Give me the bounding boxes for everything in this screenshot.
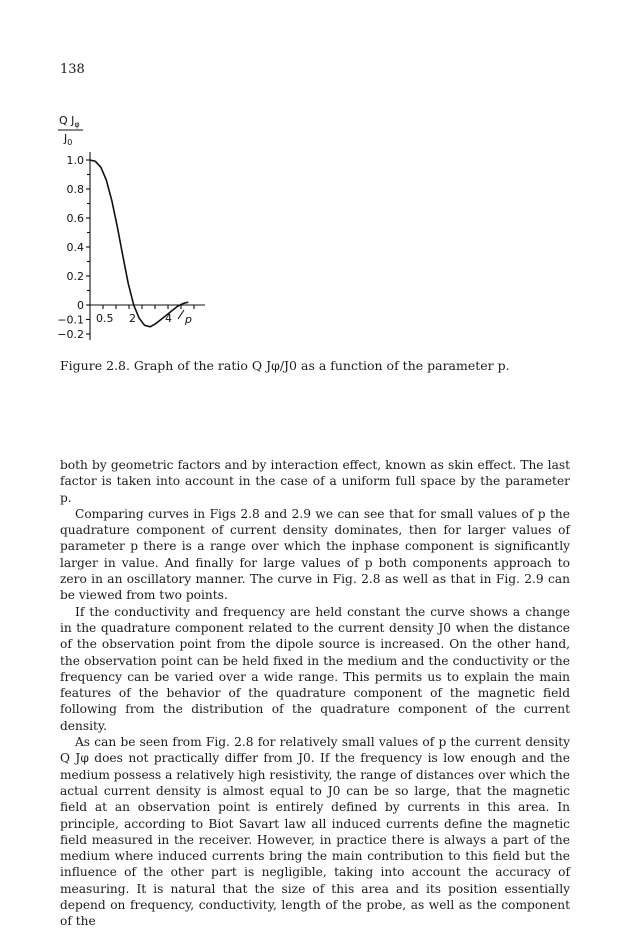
page-number: 138 [60, 62, 85, 77]
y-tick-label: 1.0 [66, 154, 84, 167]
y-tick-label: −0.1 [57, 313, 84, 327]
body-text [60, 457, 570, 930]
figure-2-8 [40, 110, 270, 365]
chart-svg [40, 110, 270, 365]
y-tick-label: 0.2 [66, 270, 84, 283]
x-tick-label: 4 [165, 312, 172, 325]
data-curve [90, 160, 188, 327]
y-tick-label: 0.8 [66, 183, 84, 196]
y-tick-label: 0.6 [66, 212, 84, 225]
figure-caption [60, 358, 570, 374]
paragraph-3: If the conductivity and frequency are held constant the curve shows a change in the quadrature component related to the current density J0 when the distance of the observation point from the dipole source is increased. On the other hand, the observation point can be held fixed in the medium and the conductivity or the frequency can be varied over a wide range. This permits us to explain the main features of the behavior of the quadrature component of the magnetic field following from the distribution of the quadrature component of the current density. [60, 604, 570, 733]
paragraph-1: both by geometric factors and by interaction effect, known as skin effect. The last factor is taken into account in the case of a uniform full space by the parameter p. [60, 458, 570, 505]
y-tick-label: 0.4 [66, 241, 84, 254]
ylabel-denominator: $J_0$ [64, 132, 73, 147]
x-axis-label: p [185, 313, 192, 326]
y-tick-label: −0.2 [57, 328, 84, 341]
x-tick-label: 0.5 [96, 312, 114, 325]
paragraph-4: As can be seen from Fig. 2.8 for relatively small values of p the current density Q Jφ does not practically differ from J0. If the frequency is low enough and the medium possess a relatively high resistivity, the range of distances over which the actual current density is almost equal to J0 can be so large, that the magnetic field at an observation point is entirely defined by currents in this area. In principle, according to Biot Savart law all induced currents define the magnetic field measured in the receiver. However, in practice there is always a part of the medium where induced currents bring the main contribution to this field but the influence of the other part is negligible, taking into account the accuracy of measuring. It is natural that the size of this area and its position essentially depend on frequency, conductivity, length of the probe, as well as the component of the [60, 735, 570, 929]
caption-text: Figure 2.8. Graph of the ratio Q Jφ/J0 as a function of the parameter p. [60, 358, 510, 373]
paragraph-2: Comparing curves in Figs 2.8 and 2.9 we can see that for small values of p the quadrature component of current density dominates, then for larger values of parameter p there is a range over which the inphase component is significantly larger in value. And finally for large values of p both components approach to zero in an oscillatory manner. The curve in Fig. 2.8 as well as that in Fig. 2.9 can be viewed from two points. [60, 506, 570, 603]
x-axis-flourish [178, 310, 184, 319]
tick-labels [57, 154, 172, 341]
y-tick-label: 0 [77, 299, 84, 312]
x-tick-label: 2 [129, 312, 136, 325]
ylabel-numerator: Q $J_\varphi$ [59, 114, 80, 129]
